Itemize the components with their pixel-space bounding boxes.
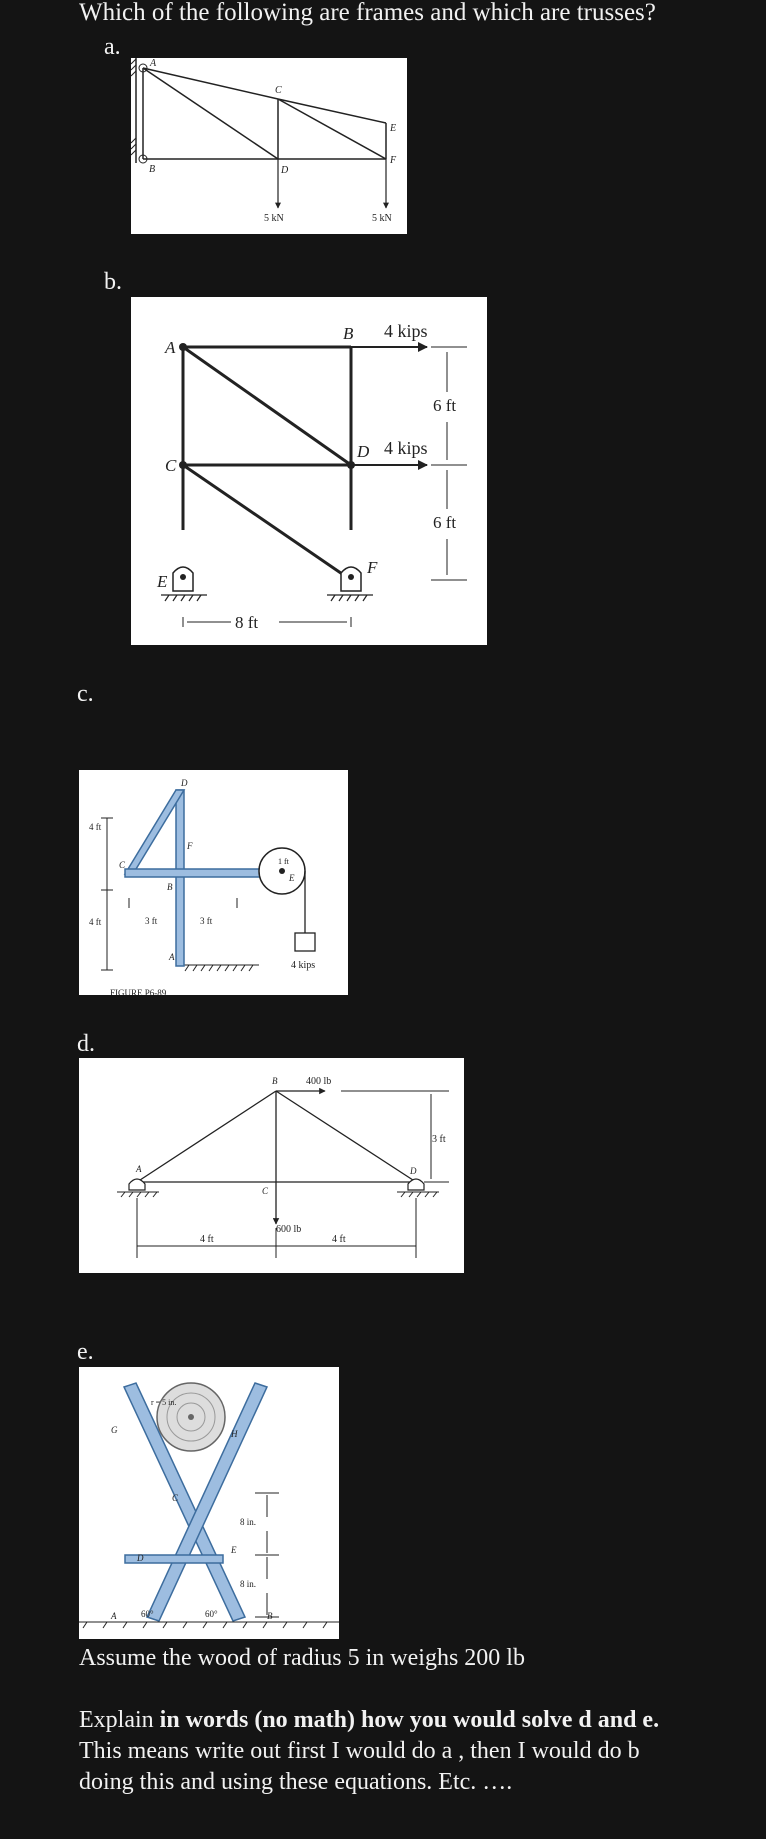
figure-caption-fragment: FIGURE P6-89 bbox=[110, 988, 167, 995]
part-b-label: b. bbox=[104, 269, 122, 295]
dimension-3ft-left: 3 ft bbox=[145, 916, 158, 926]
point-c-label: C bbox=[119, 860, 126, 870]
figure-a bbox=[131, 58, 407, 234]
part-c-label: c. bbox=[77, 681, 94, 707]
point-d-label: D bbox=[410, 1166, 417, 1176]
load-label-d: 5 kN bbox=[264, 213, 284, 224]
angle-label-left: 60° bbox=[141, 1609, 154, 1619]
point-c-label: C bbox=[262, 1186, 269, 1196]
dimension-8in-upper: 8 in. bbox=[240, 1517, 257, 1527]
dimension-8ft: 8 ft bbox=[235, 613, 259, 632]
figure-c bbox=[79, 770, 348, 995]
point-a-label: A bbox=[136, 1164, 142, 1174]
angle-label-right: 60° bbox=[205, 1609, 218, 1619]
radius-label: r = 5 in. bbox=[151, 1398, 177, 1407]
dimension-4ft-upper: 4 ft bbox=[89, 822, 102, 832]
point-d-label: D bbox=[137, 1553, 144, 1563]
part-e-label: e. bbox=[77, 1339, 94, 1365]
point-b-label: B bbox=[343, 324, 354, 343]
point-d-label: D bbox=[181, 778, 188, 788]
instruction-line-2: This means write out first I would do a , then I would do b bbox=[79, 1738, 640, 1764]
point-d-label: D bbox=[357, 442, 370, 461]
dimension-4ft-right: 4 ft bbox=[332, 1234, 346, 1245]
point-g-label: G bbox=[111, 1425, 118, 1435]
point-e-label: E bbox=[157, 572, 168, 591]
part-d-label: d. bbox=[77, 1031, 95, 1057]
dimension-6ft-upper: 6 ft bbox=[433, 396, 457, 415]
dimension-4ft-lower: 4 ft bbox=[89, 917, 102, 927]
point-b-label: B bbox=[267, 1611, 273, 1621]
load-label-400lb: 400 lb bbox=[306, 1076, 332, 1087]
instruction-prefix: Explain bbox=[79, 1707, 160, 1733]
dimension-6ft-lower: 6 ft bbox=[433, 513, 457, 532]
question-title: Which of the following are frames and which are trusses? bbox=[79, 0, 656, 26]
point-a-label: A bbox=[165, 338, 176, 357]
point-e-label: E bbox=[289, 873, 295, 883]
dimension-3ft-right: 3 ft bbox=[200, 916, 213, 926]
pulley-radius-label: 1 ft bbox=[278, 857, 289, 866]
dimension-4ft-left: 4 ft bbox=[200, 1234, 214, 1245]
dimension-3ft: 3 ft bbox=[432, 1134, 446, 1145]
point-b-label: B bbox=[272, 1076, 278, 1086]
point-f-label: F bbox=[390, 155, 397, 166]
instruction-bold: in words (no math) how you would solve d and e. bbox=[159, 1707, 660, 1733]
point-a-label: A bbox=[111, 1611, 117, 1621]
point-c-label: C bbox=[275, 85, 282, 96]
point-d-label: D bbox=[281, 165, 289, 176]
load-label-b: 4 kips bbox=[384, 321, 428, 341]
part-a-label: a. bbox=[104, 34, 121, 60]
figure-e bbox=[79, 1367, 339, 1639]
assumption-text: Assume the wood of radius 5 in weighs 200 lb bbox=[79, 1645, 525, 1671]
figure-b bbox=[131, 297, 487, 645]
point-e-label: E bbox=[390, 123, 397, 134]
point-e-label: E bbox=[231, 1545, 237, 1555]
instruction-line-3: doing this and using these equations. Etc. …. bbox=[79, 1769, 513, 1795]
dimension-8in-lower: 8 in. bbox=[240, 1579, 257, 1589]
point-b-label: B bbox=[149, 164, 156, 175]
load-label-d: 4 kips bbox=[384, 438, 428, 458]
load-label-600lb: 600 lb bbox=[276, 1224, 302, 1235]
point-c-label: C bbox=[172, 1493, 179, 1503]
point-h-label: H bbox=[231, 1429, 238, 1439]
figure-d bbox=[79, 1058, 464, 1273]
point-b-label: B bbox=[167, 882, 173, 892]
point-a-label: A bbox=[169, 952, 175, 962]
instruction-line-1 bbox=[79, 1705, 659, 1735]
point-f-label: F bbox=[187, 841, 193, 851]
load-label: 4 kips bbox=[291, 960, 316, 971]
point-a-label: A bbox=[150, 58, 157, 69]
point-c-label: C bbox=[165, 456, 177, 475]
point-f-label: F bbox=[367, 558, 378, 577]
load-label-f: 5 kN bbox=[372, 213, 392, 224]
